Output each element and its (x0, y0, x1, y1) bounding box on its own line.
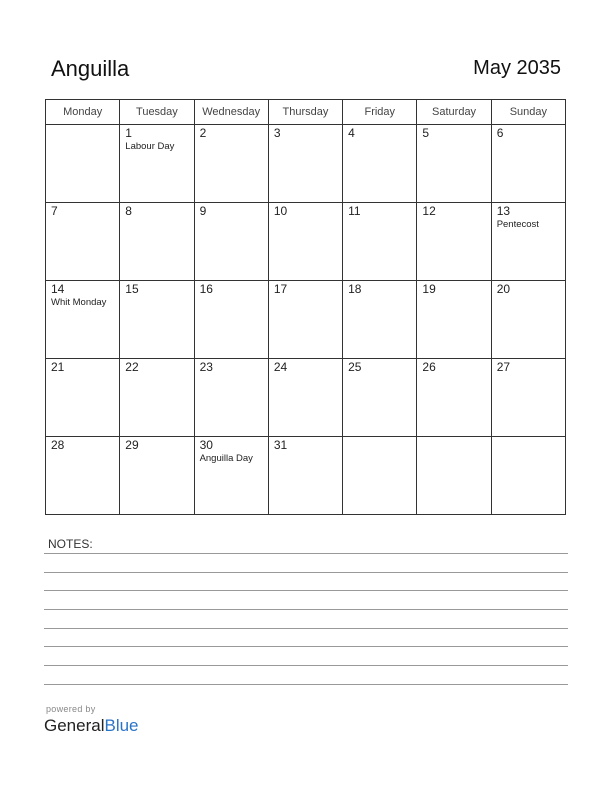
weekday-header: Friday (343, 100, 417, 125)
calendar-day-cell (46, 281, 120, 359)
day-number: 13 (496, 204, 511, 218)
calendar-day-cell (46, 359, 120, 437)
day-number: 6 (496, 126, 504, 140)
weekday-header: Wednesday (194, 100, 268, 125)
calendar-day-cell (120, 203, 194, 281)
note-line (44, 572, 568, 573)
note-line (44, 646, 568, 647)
calendar-day-cell (343, 437, 417, 515)
day-number: 25 (348, 360, 362, 374)
calendar-day-cell (120, 125, 194, 203)
weekday-header: Saturday (417, 100, 491, 125)
note-line (44, 628, 568, 629)
day-number: 24 (273, 360, 288, 374)
day-number: 15 (125, 282, 139, 296)
calendar-day-cell (268, 281, 342, 359)
calendar-week-row (46, 125, 566, 203)
day-number: 19 (422, 282, 436, 296)
weekday-header: Tuesday (120, 100, 194, 125)
calendar-day-cell (417, 125, 491, 203)
day-number: 27 (496, 360, 511, 374)
holiday-label: Anguilla Day (199, 453, 253, 464)
calendar-day-cell (491, 437, 565, 515)
calendar-day-cell (120, 437, 194, 515)
calendar-day-cell (417, 437, 491, 515)
calendar-day-cell (194, 437, 268, 515)
calendar-day-cell (268, 125, 342, 203)
day-number (46, 125, 119, 127)
calendar-day-cell (491, 281, 565, 359)
calendar-day-cell (194, 281, 268, 359)
calendar-day-cell (120, 359, 194, 437)
day-number: 3 (273, 126, 281, 140)
calendar-day-cell (46, 437, 120, 515)
note-line (44, 609, 568, 610)
note-line (44, 684, 568, 685)
day-number: 14 (51, 282, 65, 296)
calendar-day-cell (491, 125, 565, 203)
day-number: 22 (125, 360, 139, 374)
brand-name-part1: General (44, 716, 105, 735)
notes-label: NOTES: (48, 537, 93, 551)
day-number (417, 437, 490, 439)
day-number: 30 (199, 438, 213, 452)
day-number: 31 (273, 438, 288, 452)
day-number: 1 (125, 126, 132, 140)
day-number: 16 (199, 282, 213, 296)
calendar-week-row (46, 203, 566, 281)
day-number (343, 437, 416, 439)
calendar-day-cell (268, 203, 342, 281)
calendar-country-title: Anguilla (51, 56, 130, 81)
calendar-day-cell (268, 359, 342, 437)
weekday-header: Thursday (268, 100, 342, 125)
day-number: 28 (51, 438, 65, 452)
holiday-label: Pentecost (496, 219, 539, 230)
note-line (44, 665, 568, 666)
day-number: 5 (422, 126, 430, 140)
day-number: 2 (199, 126, 207, 140)
calendar-day-cell (491, 359, 565, 437)
calendar-day-cell (46, 203, 120, 281)
brand-name-part2: Blue (104, 716, 139, 735)
holiday-label: Labour Day (125, 141, 175, 152)
calendar-day-cell (194, 203, 268, 281)
calendar-day-cell (343, 125, 417, 203)
day-number: 4 (348, 126, 355, 140)
calendar-grid (45, 99, 566, 515)
calendar-day-cell (417, 281, 491, 359)
day-number: 8 (125, 204, 132, 218)
day-number: 17 (273, 282, 288, 296)
day-number: 11 (348, 204, 361, 218)
weekday-header: Monday (46, 100, 120, 125)
note-line (44, 553, 568, 554)
calendar-body (46, 125, 566, 515)
calendar-day-cell (194, 125, 268, 203)
day-number: 29 (125, 438, 139, 452)
day-number: 9 (199, 204, 207, 218)
calendar-day-cell (343, 281, 417, 359)
day-number: 10 (273, 204, 288, 218)
calendar-day-cell (268, 437, 342, 515)
calendar-day-cell (417, 359, 491, 437)
day-number: 23 (199, 360, 213, 374)
calendar-day-cell (194, 359, 268, 437)
day-number: 18 (348, 282, 362, 296)
day-number: 12 (422, 204, 436, 218)
calendar-day-cell (417, 203, 491, 281)
calendar-day-cell (491, 203, 565, 281)
calendar-month-title: May 2035 (473, 57, 561, 79)
weekday-header: Sunday (491, 100, 565, 125)
calendar-day-cell (343, 359, 417, 437)
calendar-day-cell (343, 203, 417, 281)
calendar-week-row (46, 281, 566, 359)
day-number (492, 437, 565, 439)
calendar-week-row (46, 437, 566, 515)
calendar-day-cell (46, 125, 120, 203)
powered-by-text: powered by (46, 704, 96, 714)
day-number: 7 (51, 204, 58, 218)
holiday-label: Whit Monday (51, 297, 107, 308)
weekday-header-row (46, 100, 566, 125)
calendar-day-cell (120, 281, 194, 359)
note-line (44, 590, 568, 591)
day-number: 26 (422, 360, 436, 374)
brand-logo (44, 716, 139, 736)
day-number: 21 (51, 360, 65, 374)
day-number: 20 (496, 282, 511, 296)
calendar-week-row (46, 359, 566, 437)
